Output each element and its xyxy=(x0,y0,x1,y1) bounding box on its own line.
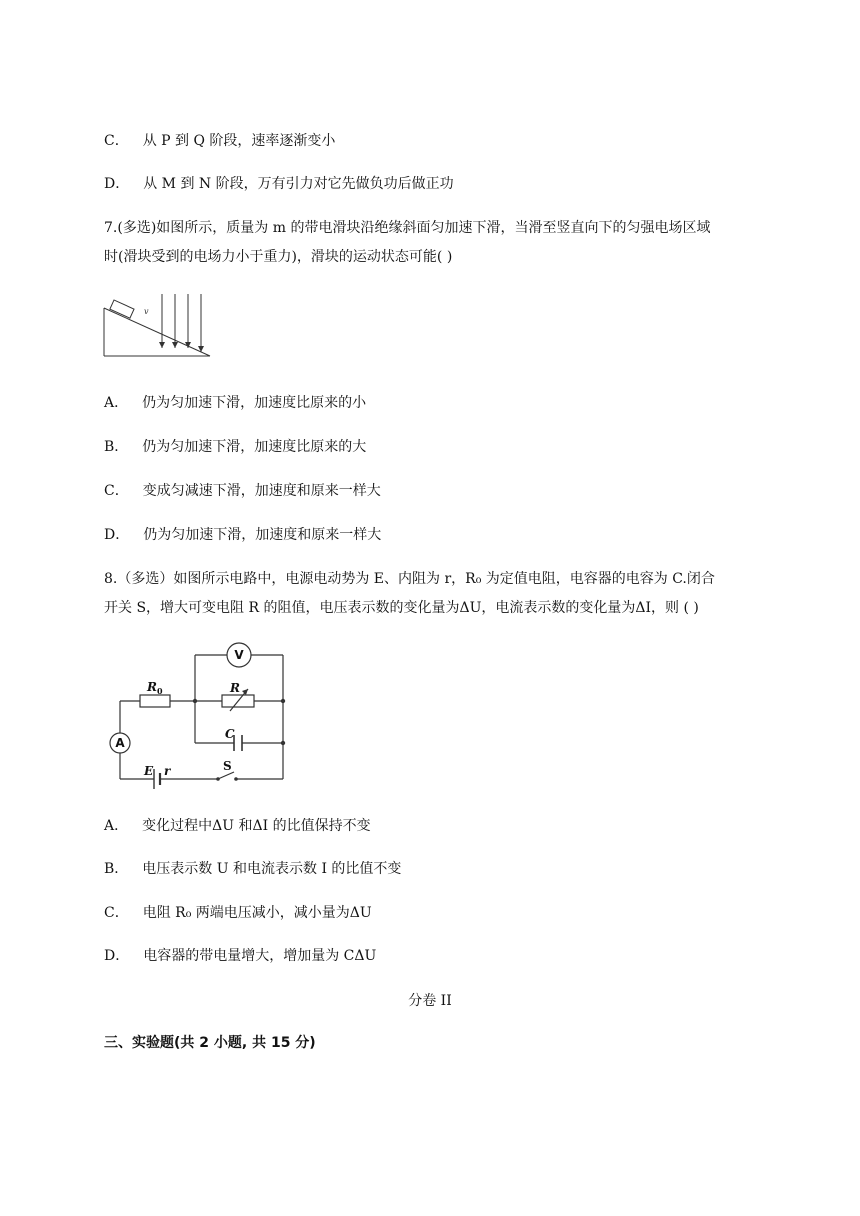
option-label: C． xyxy=(104,483,129,499)
option-label: D． xyxy=(104,527,130,543)
velocity-label: v xyxy=(144,307,149,316)
voltmeter-label: V xyxy=(234,648,244,662)
internal-r-label: r xyxy=(164,764,171,778)
q6-option-c xyxy=(104,131,335,151)
switch-lever xyxy=(218,772,234,779)
option-text: 仍为匀加速下滑，加速度比原来的小 xyxy=(142,395,367,411)
q6-option-d xyxy=(104,174,454,194)
r0-label: $R_0$ xyxy=(147,680,163,696)
q7-option-a xyxy=(104,393,366,413)
option-label: D． xyxy=(104,948,130,964)
option-text: 变成匀减速下滑，加速度和原来一样大 xyxy=(142,483,381,499)
option-text: 从 M 到 N 阶段，万有引力对它先做负功后做正功 xyxy=(143,176,454,192)
option-text: 从 P 到 Q 阶段，速率逐渐变小 xyxy=(142,133,336,149)
option-label: A． xyxy=(104,395,129,411)
incline-slope xyxy=(104,308,210,356)
q7-option-b xyxy=(104,437,366,457)
option-label: B． xyxy=(104,439,129,455)
option-text: 仍为匀加速下滑，加速度比原来的大 xyxy=(142,439,367,455)
ammeter-label: A xyxy=(115,736,125,750)
option-text: 仍为匀加速下滑，加速度和原来一样大 xyxy=(143,527,382,543)
option-text: 电压表示数 U 和电流表示数 I 的比值不变 xyxy=(142,861,402,877)
c-label: C xyxy=(225,727,235,741)
section-heading: 三、实验题(共 2 小题, 共 15 分) xyxy=(104,1035,316,1051)
circuit-figure xyxy=(100,645,300,785)
option-label: D． xyxy=(104,176,130,192)
option-label: C． xyxy=(104,133,129,149)
option-label: C． xyxy=(104,905,129,921)
q8-option-c xyxy=(104,903,372,923)
q8-stem-line2: 开关 S，增大可变电阻 R 的阻值，电压表示数的变化量为ΔU，电流表示数的变化量为ΔI，则 ( ) xyxy=(104,600,699,616)
incline-figure xyxy=(100,290,220,360)
switch-label: S xyxy=(223,759,232,773)
q7-stem-line2: 时(滑块受到的电场力小于重力)，滑块的运动状态可能( ) xyxy=(104,249,453,265)
q8-option-a xyxy=(104,816,371,836)
fixed-resistor-r0 xyxy=(140,695,170,707)
q8-stem-line1: 8.（多选）如图所示电路中，电源电动势为 E、内阻为 r，R₀ 为定值电阻，电容器的电容为 C.闭合 xyxy=(104,571,715,587)
q8-option-b xyxy=(104,859,401,879)
option-label: B． xyxy=(104,861,129,877)
slider-block xyxy=(110,300,134,318)
part-title: 分卷 II xyxy=(408,993,452,1009)
q7-stem-line1: 7.(多选)如图所示，质量为 m 的带电滑块沿绝缘斜面匀加速下滑，当滑至竖直向下的匀强电场区域 xyxy=(104,220,711,236)
q8-option-d xyxy=(104,946,376,966)
r-label: R xyxy=(230,681,240,695)
option-text: 电容器的带电量增大，增加量为 CΔU xyxy=(143,948,377,964)
option-text: 变化过程中ΔU 和ΔI 的比值保持不变 xyxy=(142,818,371,834)
q7-option-c xyxy=(104,481,381,501)
q7-option-d xyxy=(104,525,381,545)
option-text: 电阻 R₀ 两端电压减小，减小量为ΔU xyxy=(142,905,372,921)
option-label: A． xyxy=(104,818,129,834)
e-label: E xyxy=(144,764,154,778)
